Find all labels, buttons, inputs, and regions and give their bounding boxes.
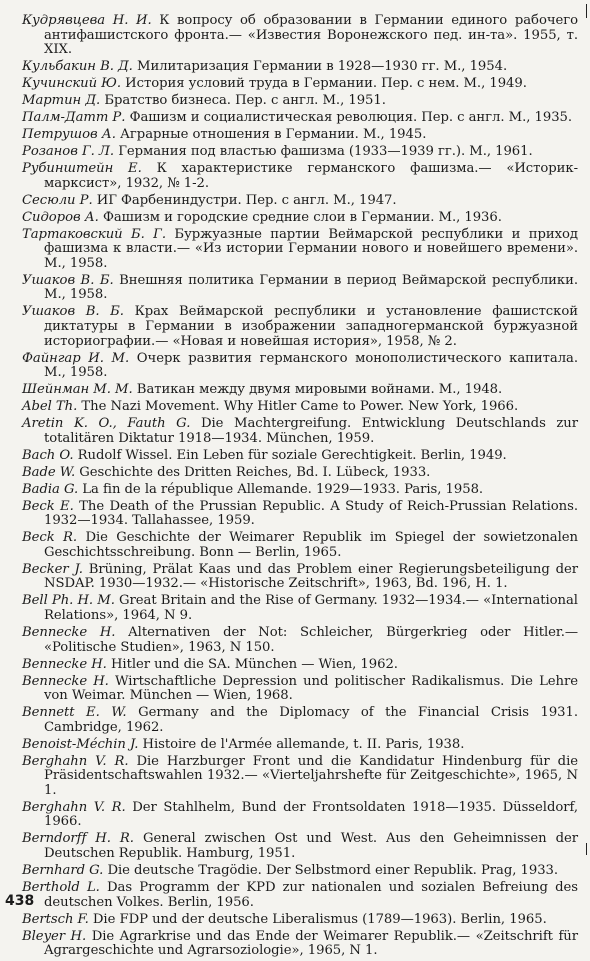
bibliography-entry xyxy=(22,417,578,446)
entry-author: Becker J. xyxy=(22,561,83,577)
entry-text: Die Geschichte der Weimarer Republik im Spiegel der sowietzonalen Geschichtsschreibung. Bonn — Berlin, 1965. xyxy=(44,530,578,560)
bibliography-entry xyxy=(22,832,578,861)
entry-author: Ушаков В. Б. xyxy=(22,272,114,288)
entry-author: Bleyer H. xyxy=(22,928,87,944)
entry-text: Histoire de l'Armée allemande, t. II. Paris, 1938. xyxy=(142,736,465,752)
entry-text: Das Programm der KPD zur nationalen und sozialen Befreiung des deutschen Volkes. Berlin, 1956. xyxy=(44,879,578,910)
entry-text: ИГ Фарбениндустри. Пер. с англ. М., 1947. xyxy=(96,192,397,208)
entry-text: Der Stahlhelm, Bund der Frontsoldaten 1918—1935. Düsseldorf, 1966. xyxy=(44,799,578,830)
entry-text: Die Harzburger Front und die Kandidatur Hindenburg für die Präsidentschaftswahlen 1932.— «Vierteljahrshefte für Zeitgeschichte», 1965, N 1. xyxy=(44,753,578,798)
entry-author: Сидоров А. xyxy=(22,209,99,225)
entry-text: История условий труда в Германии. Пер. с нем. М., 1949. xyxy=(125,76,527,92)
bibliography-entry xyxy=(22,913,578,928)
bibliography-entry xyxy=(22,400,578,415)
entry-text: Германия под властью фашизма (1933—1939 гг.). М., 1961. xyxy=(118,144,533,160)
bibliography-entry xyxy=(22,211,578,226)
bibliography-entry xyxy=(22,77,578,92)
entry-author: Bennett E. W. xyxy=(22,705,127,721)
entry-text: Alternativen der Not: Schleicher, Bürgerkrieg oder Hitler.— «Politische Studien», 1963, N 150. xyxy=(44,624,578,655)
bibliography-entry xyxy=(22,162,578,191)
bibliography-page xyxy=(22,14,578,961)
bibliography-entry xyxy=(22,594,578,623)
entry-author: Abel Th. xyxy=(22,399,78,415)
bibliography-entry xyxy=(22,881,578,910)
entry-author: Bernhard G. xyxy=(22,862,104,878)
entry-text: Крах Веймарской республики и установление фашистской диктатуры в Германии в изображении западногерманской буржуазной историографии.— «Новая и новейшая история», 1958, № 2. xyxy=(44,304,578,349)
bibliography-entry xyxy=(22,14,578,58)
entry-author: Bell Ph. H. M. xyxy=(22,593,115,609)
entry-text: Germany and the Diplomacy of the Financial Crisis 1931. Cambridge, 1962. xyxy=(44,705,578,735)
entry-author: Мартин Д. xyxy=(22,93,101,109)
entry-text: Die Agrarkrise und das Ende der Weimarer Republik.— «Zeitschrift für Agrargeschichte und Agrarsoziologie», 1965, N 1. xyxy=(44,928,578,959)
scan-mark xyxy=(586,4,587,18)
bibliography-entry xyxy=(22,128,578,143)
entry-text: The Death of the Prussian Republic. A Study of Reich-Prussian Relations. 1932—1934. Tallahassee, 1959. xyxy=(44,498,578,529)
bibliography-entry xyxy=(22,483,578,498)
bibliography-entry xyxy=(22,738,578,753)
bibliography-entry xyxy=(22,500,578,529)
bibliography-entry xyxy=(22,383,578,398)
entry-text: Die FDP und der deutsche Liberalismus (1789—1963). Berlin, 1965. xyxy=(92,911,547,927)
entry-text: Die Machtergreifung. Entwicklung Deutschlands zur totalitären Diktatur 1918—1934. München, 1959. xyxy=(44,416,578,446)
bibliography-entry xyxy=(22,111,578,126)
entry-author: Тартаковский Б. Г. xyxy=(22,226,167,242)
entry-text: Wirtschaftliche Depression und politischer Radikalismus. Die Lehre von Weimar. München — Wien, 1968. xyxy=(44,673,578,704)
entry-text: Brüning, Prälat Kaas und das Problem einer Regierungsbeteiligung der NSDAP. 1930—1932.— «Historische Zeitschrift», 1963, Bd. 196, H. 1. xyxy=(44,561,578,592)
entry-text: Фашизм и городские средние слои в Германии. М., 1936. xyxy=(102,209,502,225)
bibliography-entry xyxy=(22,658,578,673)
entry-text: Rudolf Wissel. Ein Leben für soziale Gerechtigkeit. Berlin, 1949. xyxy=(77,447,507,463)
bibliography-entry xyxy=(22,352,578,381)
entry-text: Ватикан между двумя мировыми войнами. М., 1948. xyxy=(136,382,503,398)
entry-author: Кудрявцева Н. И. xyxy=(22,13,152,28)
entry-author: Bach O. xyxy=(22,447,74,463)
entry-author: Aretin K. O., Fauth G. xyxy=(22,416,191,432)
bibliography-entry xyxy=(22,755,578,799)
entry-author: Bade W. xyxy=(22,464,76,480)
entry-text: Очерк развития германского монополистического капитала. М., 1958. xyxy=(44,350,578,381)
bibliography-entry xyxy=(22,94,578,109)
bibliography-entry xyxy=(22,449,578,464)
entry-text: Внешняя политика Германии в период Веймарской республики. М., 1958. xyxy=(44,272,578,303)
entry-text: Die deutsche Tragödie. Der Selbstmord einer Republik. Prag, 1933. xyxy=(107,862,559,878)
entry-author: Кучинский Ю. xyxy=(22,76,122,92)
bibliography-entry xyxy=(22,531,578,560)
entry-author: Beck R. xyxy=(22,530,78,546)
entry-author: Bennecke H. xyxy=(22,673,109,689)
entry-author: Benoist-Méchin J. xyxy=(22,736,139,752)
entry-text: La fin de la république Allemande. 1929—1933. Paris, 1958. xyxy=(82,481,484,497)
entry-text: The Nazi Movement. Why Hitler Came to Power. New York, 1966. xyxy=(81,399,519,415)
bibliography-entry xyxy=(22,194,578,209)
entry-author: Файнгар И. М. xyxy=(22,350,130,366)
entry-author: Berghahn V. R. xyxy=(22,753,129,769)
bibliography-entry xyxy=(22,274,578,303)
entry-text: Great Britain and the Rise of Germany. 1932—1934.— «International Relations», 1964, N 9. xyxy=(44,593,578,623)
entry-author: Berghahn V. R. xyxy=(22,799,126,815)
entry-author: Кульбакин В. Д. xyxy=(22,59,133,75)
entry-author: Berthold L. xyxy=(22,879,100,895)
entry-author: Ушаков В. Б. xyxy=(22,304,124,320)
entry-text: Аграрные отношения в Германии. М., 1945. xyxy=(120,127,427,143)
bibliography-entry xyxy=(22,675,578,704)
entry-author: Петрушов А. xyxy=(22,127,116,143)
bibliography-entry xyxy=(22,228,578,272)
entry-text: Братство бизнеса. Пер. с англ. М., 1951. xyxy=(104,93,386,109)
entry-text: Буржуазные партии Веймарской республики и приход фашизма к власти.— «Из истории Германии нового и новейшего времени». М., 1958. xyxy=(44,226,578,271)
bibliography-entry xyxy=(22,626,578,655)
entry-author: Шейнман М. М. xyxy=(22,382,133,398)
bibliography-entry xyxy=(22,706,578,735)
entry-text: К вопросу об образовании в Германии единого рабочего антифашистского фронта.— «Известия Воронежского пед. ин-та». 1955, т. XIX. xyxy=(44,13,578,58)
entry-author: Berndorff H. R. xyxy=(22,831,134,847)
entry-author: Beck E. xyxy=(22,498,74,514)
entry-author: Badia G. xyxy=(22,481,79,497)
entry-author: Bennecke H. xyxy=(22,656,107,672)
entry-author: Розанов Г. Л. xyxy=(22,144,115,160)
entry-author: Сесюли Р. xyxy=(22,192,93,208)
scan-mark xyxy=(586,843,587,855)
bibliography-entry xyxy=(22,801,578,830)
entry-text: Милитаризация Германии в 1928—1930 гг. М., 1954. xyxy=(137,59,508,75)
entry-text: Фашизм и социалистическая революция. Пер. с англ. М., 1935. xyxy=(129,110,573,126)
entry-author: Bertsch F. xyxy=(22,911,89,927)
entry-author: Bennecke H. xyxy=(22,624,116,640)
bibliography-entry xyxy=(22,60,578,75)
bibliography-entry xyxy=(22,145,578,160)
entry-text: General zwischen Ost und West. Aus den Geheimnissen der Deutschen Republik. Hamburg, 1951. xyxy=(44,831,578,861)
bibliography-entry xyxy=(22,305,578,349)
bibliography-list xyxy=(22,14,578,959)
entry-author: Палм-Датт Р. xyxy=(22,110,126,126)
bibliography-entry xyxy=(22,864,578,879)
bibliography-entry xyxy=(22,563,578,592)
bibliography-entry xyxy=(22,466,578,481)
entry-text: Hitler und die SA. München — Wien, 1962. xyxy=(110,656,398,672)
entry-text: Geschichte des Dritten Reiches, Bd. I. Lübeck, 1933. xyxy=(79,464,431,480)
page-number: 438 xyxy=(5,893,35,909)
bibliography-entry xyxy=(22,930,578,959)
entry-author: Рубинштейн Е. xyxy=(22,161,142,177)
entry-text: К характеристике германского фашизма.— «Историк-марксист», 1932, № 1-2. xyxy=(44,161,579,191)
